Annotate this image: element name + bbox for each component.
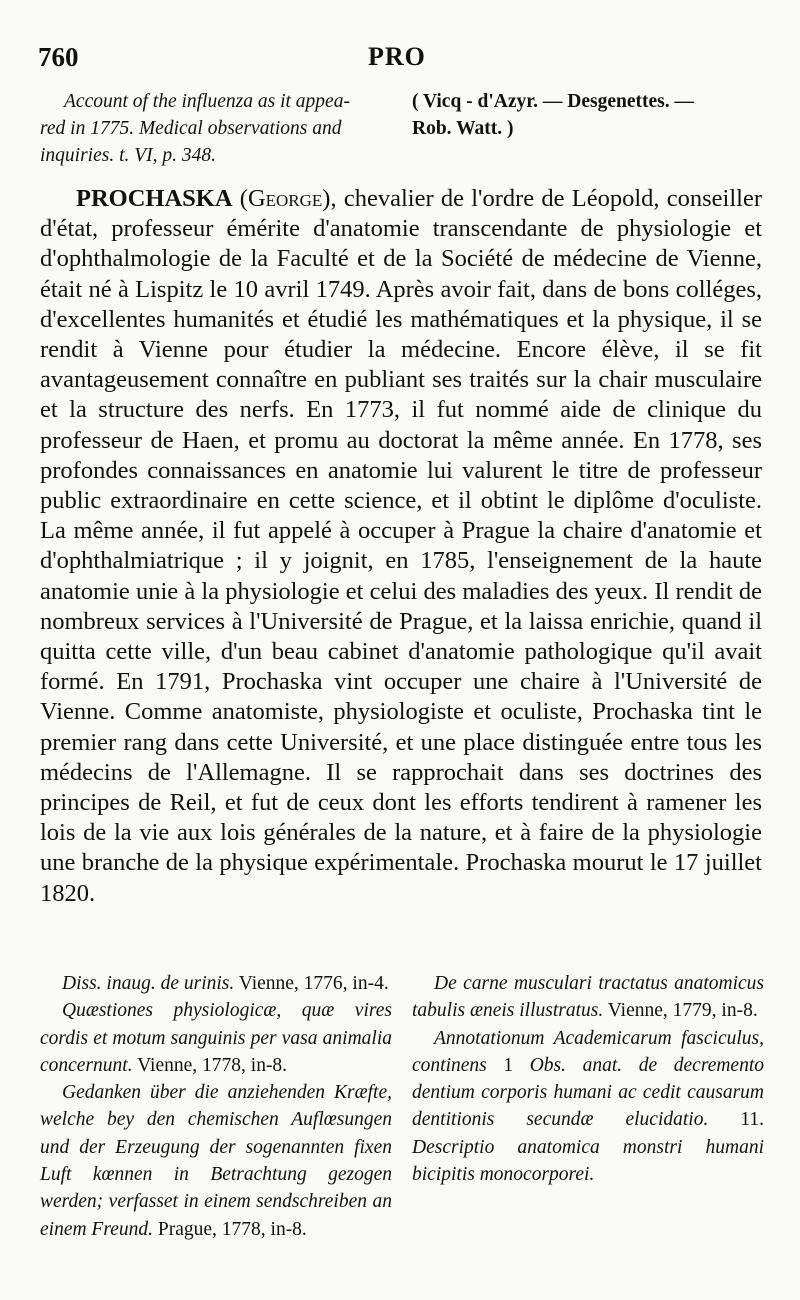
reference-line: inquiries. t. VI, p. 348. (40, 145, 217, 166)
works-column-left (40, 970, 392, 1243)
work-item (412, 1025, 764, 1189)
work-imprint: Vienne, 1778, in-8. (132, 1054, 288, 1076)
work-number: 1 (486, 1054, 530, 1076)
work-imprint: Vienne, 1776, in-4. (234, 973, 389, 994)
page-number: 760 (38, 42, 79, 72)
reference-line: Account of the influenza as it appea- (64, 91, 350, 112)
reference-left-column (40, 88, 400, 169)
work-item (40, 997, 392, 1079)
work-item (412, 970, 764, 1025)
reference-line: red in 1775. Medical observations and (40, 118, 342, 139)
work-title: Annotationum Academicarum fasciculus, continens (412, 1027, 764, 1076)
work-imprint: Prague, 1778, in-8. (153, 1218, 307, 1240)
work-title: De carne musculari tractatus anatomicus tabulis æneis illustratus. (412, 973, 764, 1022)
work-title: Obs. anat. de decremento dentium corporis humani ac cedit causarum dentitionis secundæ elucidatio. (412, 1054, 765, 1131)
work-item (40, 970, 392, 997)
work-title: Descriptio anatomica monstri humani bicipitis monocorporei. (412, 1136, 764, 1186)
entry-given-name: (George) (239, 185, 331, 212)
running-head: PRO (368, 42, 426, 71)
work-title: Quæstiones physiologicæ, quæ vires cordis et motum sanguinis per vasa animalia concernunt. (40, 1000, 392, 1076)
biography-entry (40, 184, 762, 909)
previous-entry-references (40, 88, 780, 168)
work-item (40, 1079, 392, 1243)
page-header (38, 42, 760, 82)
works-column-right (412, 970, 764, 1188)
biography-paragraph (40, 184, 762, 909)
biography-text: , chevalier de l'ordre de Léopold, conseiller d'état, professeur émérite d'anatomie transcendante de physiologie et d'ophthalmologie de la Faculté et de la Société de médecine de Vienne, était né à Lispitz le 10 avril 1749. Après avoir fait, dans de bons colléges, d'excellentes humanités et étudié les mathématiques et la physique, il se rendit à Vienne pour étudier la médecine. Encore élève, il se fit avantageusement connaître en publiant ses traités sur la chair musculaire et la structure des nerfs. En 1773, il fut nommé aide de clinique du professeur de Haen, et promu au doctorat la même année. En 1778, ses profondes connaissances en anatomie lui valurent le titre de professeur public extraordinaire en cette science, et il obtint le diplôme d'oculiste. La même année, il fut appelé à occuper à Prague la chaire d'anatomie et d'ophthalmiatrique ; il y joignit, en 1785, l'enseignement de la haute anatomie unie à la physiologie et celui des maladies des yeux. Il rendit de nombreux services à l'Université de Prague, et la laissa enrichie, quand il quitta cette ville, d'un beau cabinet d'anatomie pathologique qu'il avait formé. En 1791, Prochaska vint occuper une chaire à l'Université de Vienne. Comme anatomiste, physiologiste et oculiste, Prochaska tint le premier rang dans cette Université, et une place distinguée entre tous les médecins de l'Allemagne. Il se rapprochait dans ses doctrines des principes de Reil, et fut de ceux dont les efforts tendirent à ramener les lois de la vie aux lois générales de la nature, et à faire de la physiologie une branche de la physique expérimentale. Prochaska mourut le 17 juillet 1820. (40, 185, 762, 907)
work-imprint: Vienne, 1779, in-8. (603, 1000, 758, 1022)
reference-line: Rob. Watt. ) (412, 118, 514, 139)
reference-line: ( Vicq - d'Azyr. — Desgenettes. — (412, 91, 694, 112)
work-number: 11. (708, 1109, 764, 1131)
entry-name: PROCHASKA (76, 185, 233, 212)
reference-right-column (412, 88, 782, 142)
work-title: Diss. inaug. de urinis. (62, 973, 235, 994)
work-title: Gedanken über die anziehenden Kræfte, welche bey den chemischen Auflœsungen und der Erzeugung der sogenannten fixen Luft kœnnen in Betrachtung gezogen werden; verfasset in einem sendschreiben an einem Freund. (40, 1082, 392, 1240)
